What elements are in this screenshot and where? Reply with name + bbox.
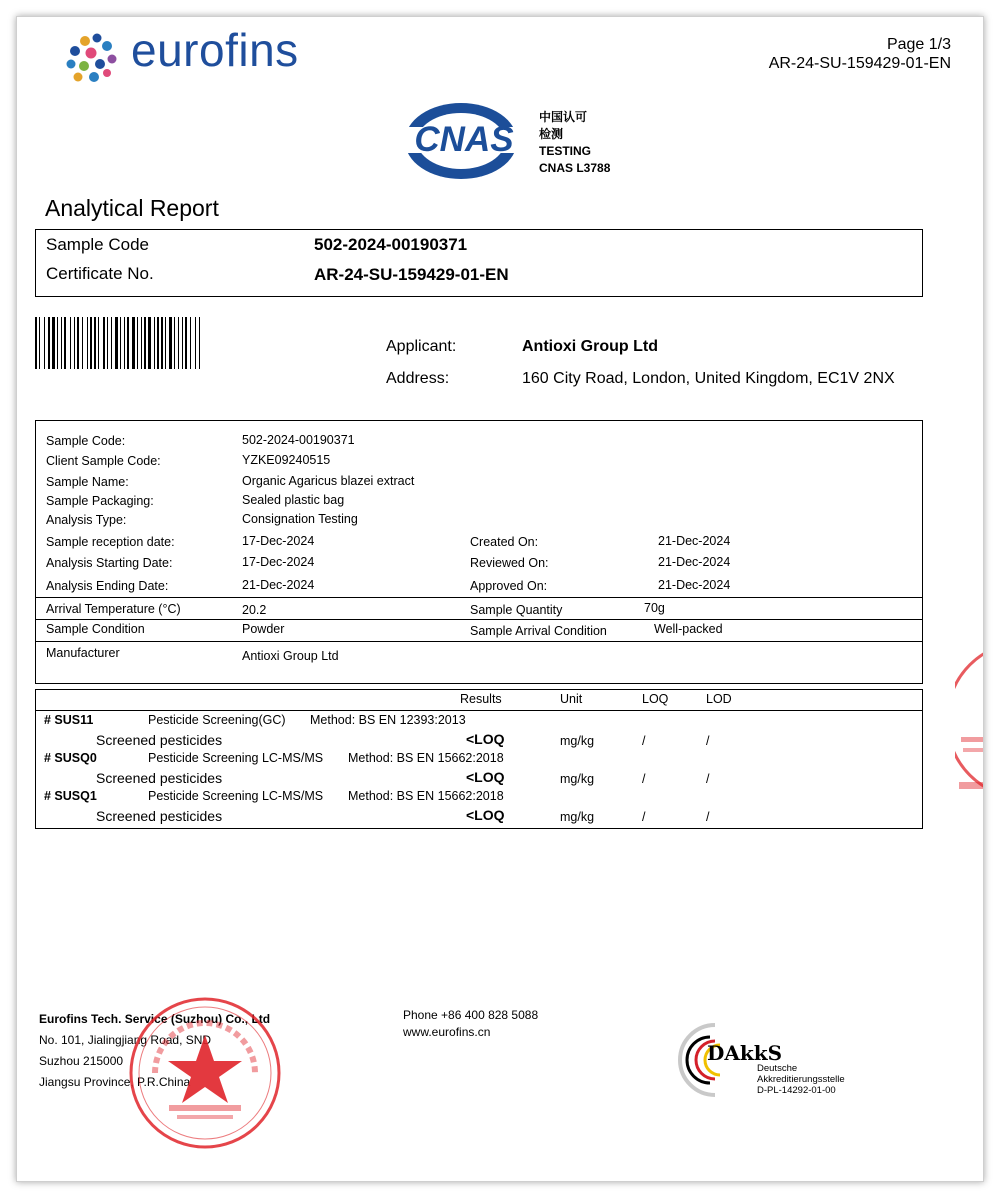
cnas-line-2: 检测 [539,127,564,141]
address-line: Jiangsu Province, P.R.China [39,1075,191,1089]
divider [36,710,922,711]
divider [36,619,922,620]
dakks-line: Deutsche [757,1063,798,1074]
test-name: Pesticide Screening(GC) [148,713,286,727]
info-value: Well-packed [654,622,723,636]
seal-icon [125,993,285,1153]
test-code: # SUS11 [44,713,94,727]
info-value: 21-Dec-2024 [658,534,731,548]
info-label: Analysis Type: [46,513,127,527]
cnas-line-3: TESTING [539,144,592,158]
sample-info-box [35,420,923,684]
logo-wordmark: eurofins [131,24,299,76]
test-method: Method: BS EN 12393:2013 [310,713,466,727]
test-method: Method: BS EN 15662:2018 [348,751,504,765]
divider [36,597,922,598]
result-loq: / [642,772,646,786]
divider [36,641,922,642]
edge-seal-icon [955,622,984,812]
sample-code-label: Sample Code [46,235,150,254]
info-value: Organic Agaricus blazei extract [242,474,415,488]
cnas-emblem-icon [399,99,529,183]
dakks-logo [677,1017,887,1103]
info-value: 21-Dec-2024 [658,578,731,592]
info-value: 17-Dec-2024 [242,555,315,569]
info-value: 21-Dec-2024 [658,555,731,569]
column-header-lod: LOD [706,692,732,706]
result-lod: / [706,772,710,786]
analyte-name: Screened pesticides [96,770,223,786]
analyte-name: Screened pesticides [96,808,223,824]
info-label: Sample Name: [46,475,129,489]
edge-seal [955,622,984,812]
info-label: Approved On: [470,579,548,593]
column-header-unit: Unit [560,692,583,706]
info-value: 20.2 [242,603,267,617]
info-label: Analysis Ending Date: [46,579,169,593]
applicant-value: Antioxi Group Ltd [522,338,658,355]
analyte-name: Screened pesticides [96,732,223,748]
footer-contact [403,1007,538,1041]
report-page [16,16,984,1182]
info-label: Analysis Starting Date: [46,556,173,570]
report-title: Analytical Report [45,195,219,221]
cnas-mark: CNAS [414,120,514,159]
column-header-results: Results [460,692,502,706]
info-value: 21-Dec-2024 [242,578,315,592]
result-lod: / [706,810,710,824]
info-label: Sample Quantity [470,603,563,617]
column-header-loq: LOQ [642,692,669,706]
phone-number: Phone +86 400 828 5088 [403,1008,539,1022]
address-label: Address: [386,370,450,387]
info-value: 70g [644,601,665,615]
info-value: 17-Dec-2024 [242,534,315,548]
info-label: Sample Condition [46,622,145,636]
test-name: Pesticide Screening LC-MS/MS [148,751,324,765]
page-info [769,35,951,73]
info-value: YZKE09240515 [242,453,331,467]
test-code: # SUSQ1 [44,789,97,803]
result-value: <LOQ [466,769,505,785]
info-label: Client Sample Code: [46,454,161,468]
code-box [35,229,923,297]
result-value: <LOQ [466,807,505,823]
info-label: Sample Code: [46,434,126,448]
certificate-label: Certificate No. [46,264,154,283]
info-label: Reviewed On: [470,556,549,570]
info-value: 502-2024-00190371 [242,433,355,447]
info-label: Sample Packaging: [46,494,154,508]
dakks-name: DAkkS [707,1041,783,1065]
address-line: No. 101, Jialingjiang Road, SND [39,1033,212,1047]
test-method: Method: BS EN 15662:2018 [348,789,504,803]
result-unit: mg/kg [560,810,595,824]
page-number: Page 1/3 [886,36,951,53]
info-value: Sealed plastic bag [242,493,345,507]
info-value: Powder [242,622,285,636]
info-value: Consignation Testing [242,512,358,526]
sample-code-value: 502-2024-00190371 [314,235,468,254]
website-link[interactable]: www.eurofins.cn [403,1025,491,1039]
info-value: Antioxi Group Ltd [242,649,339,663]
report-id: AR-24-SU-159429-01-EN [768,55,951,72]
dakks-details [757,1063,845,1096]
result-unit: mg/kg [560,772,595,786]
cnas-line-4: CNAS L3788 [539,161,611,175]
applicant-label: Applicant: [386,338,457,355]
company-seal [125,993,285,1153]
address-value: 160 City Road, London, United Kingdom, EC1V 2NX [522,370,895,387]
result-lod: / [706,734,710,748]
result-value: <LOQ [466,731,505,747]
test-code: # SUSQ0 [44,751,97,765]
info-label: Manufacturer [46,646,120,660]
result-loq: / [642,734,646,748]
info-label: Created On: [470,535,539,549]
eurofins-dots-icon [63,31,125,87]
result-loq: / [642,810,646,824]
info-label: Arrival Temperature (°C) [46,602,181,616]
barcode-icon [35,317,349,369]
barcode [35,317,349,369]
info-label: Sample reception date: [46,535,175,549]
address-line: Suzhou 215000 [39,1054,124,1068]
cnas-line-1: 中国认可 [539,110,588,124]
dakks-line: Akkreditierungsstelle [757,1074,845,1085]
info-label: Sample Arrival Condition [470,624,607,638]
dakks-line: D-PL-14292-01-00 [757,1085,836,1096]
test-name: Pesticide Screening LC-MS/MS [148,789,324,803]
cnas-accreditation [539,109,610,177]
company-name: Eurofins Tech. Service (Suzhou) Co., Ltd [39,1012,271,1026]
result-unit: mg/kg [560,734,595,748]
certificate-value: AR-24-SU-159429-01-EN [314,265,509,284]
results-table [35,689,923,829]
cnas-logo [399,99,529,183]
eurofins-logo [63,24,363,89]
